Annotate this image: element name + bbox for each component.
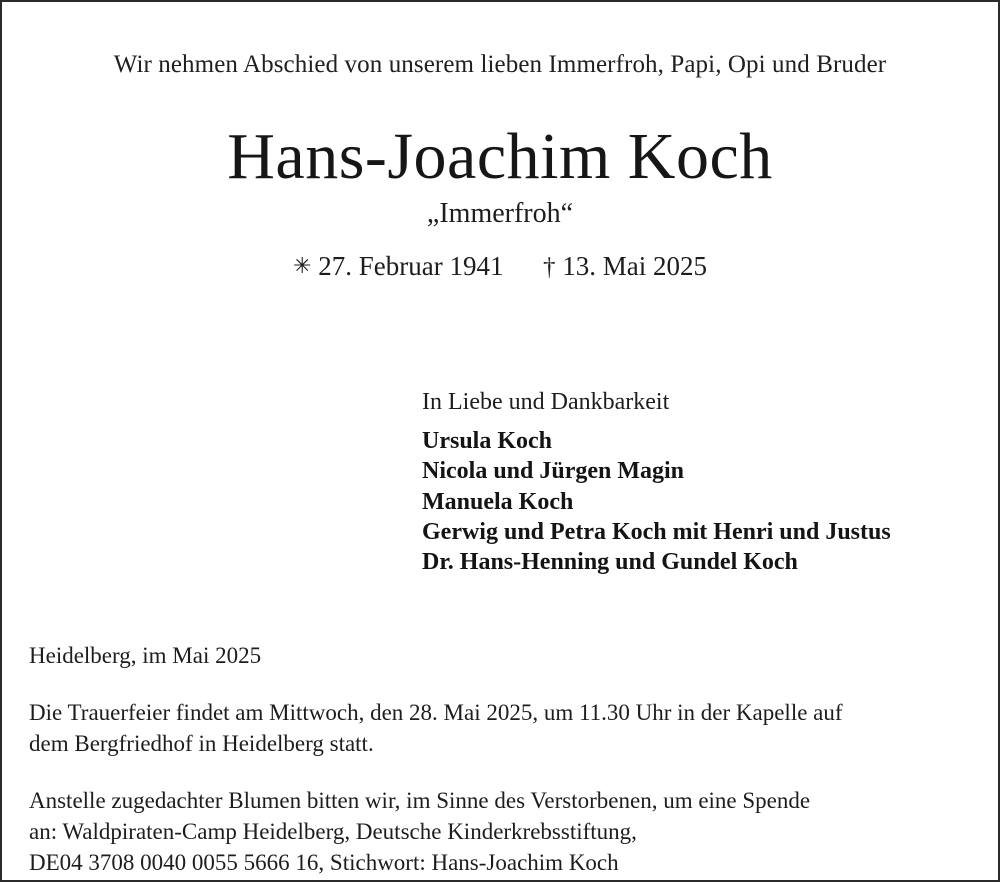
birth-date: 27. Februar 1941 [318, 250, 504, 281]
footer-block [29, 642, 974, 879]
nickname: „Immerfroh“ [426, 198, 574, 230]
death-cross-icon: † [542, 253, 556, 281]
name-block [2, 122, 998, 231]
deceased-name: Hans-Joachim Koch [227, 120, 773, 193]
life-dates [2, 250, 998, 283]
death-date: 13. Mai 2025 [562, 250, 707, 281]
donation-line-2: an: Waldpiraten-Camp Heidelberg, Deutsche Kinderkrebsstiftung, [29, 819, 637, 845]
family-member: Ursula Koch [422, 428, 553, 455]
family-member: Dr. Hans-Henning und Gundel Koch [422, 549, 798, 576]
birth-star-icon: ✳ [293, 252, 312, 278]
intro-line: Wir nehmen Abschied von unserem lieben Immerfroh, Papi, Opi und Bruder [113, 51, 887, 78]
ceremony-line-2: dem Bergfriedhof in Heidelberg statt. [29, 730, 374, 756]
place-and-date: Heidelberg, im Mai 2025 [29, 643, 262, 668]
donation-paragraph [29, 786, 974, 878]
ceremony-paragraph [29, 698, 974, 760]
family-member: Gerwig und Petra Koch mit Henri und Justus [422, 518, 891, 545]
donation-line-1: Anstelle zugedachter Blumen bitten wir, im Sinne des Verstorbenen, um eine Spende [29, 788, 811, 814]
donation-iban-line: DE04 3708 0040 0055 5666 16, Stichwort: Hans-Joachim Koch [29, 850, 619, 875]
family-lead-text: In Liebe und Dankbarkeit [422, 389, 670, 415]
family-member: Manuela Koch [422, 488, 574, 515]
ceremony-line-1: Die Trauerfeier findet am Mittwoch, den 28. Mai 2025, um 11.30 Uhr in der Kapelle auf [29, 699, 843, 725]
family-member: Nicola und Jürgen Magin [422, 458, 685, 485]
family-block [422, 387, 891, 577]
